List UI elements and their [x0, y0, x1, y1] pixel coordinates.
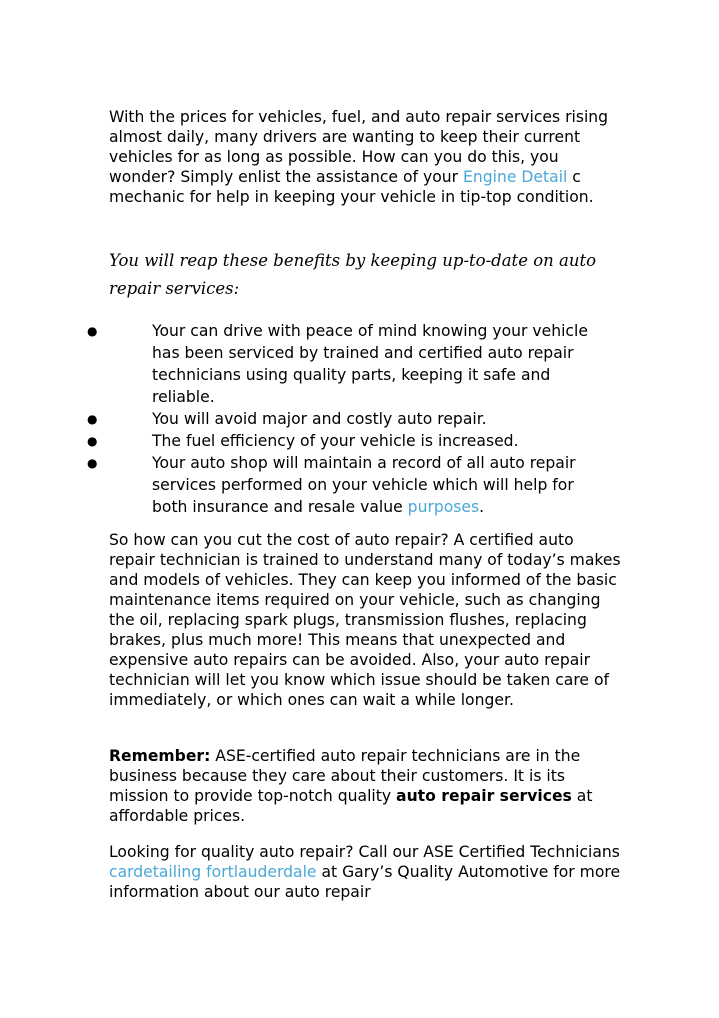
cost-paragraph: So how can you cut the cost of auto repair? A certified auto repair technician is trained to understand many of today’s makes and models of vehicles. They can keep you informed of the basic maintenance items required on your vehicle, such as changing the oil, replacing spark plugs, transmission flushes, replacing brakes, plus much more! This means that unexpected and expensive auto repairs can be avoided. Also, your auto repair technician will let you know which issue should be taken care of immediately, or which ones can wait a while longer. [109, 531, 621, 709]
list-item [0, 320, 589, 408]
remember-text: ASE-certified auto repair technicians are in the business because they care about their customers. It is its mission to provide top-notch quality [109, 747, 581, 805]
remember-bold-services: auto repair services [396, 787, 572, 805]
intro-paragraph [109, 107, 624, 207]
benefit-text-end: . [479, 498, 485, 516]
engine-detail-link[interactable]: Engine Detail [462, 168, 568, 186]
intro-text-before-link: With the prices for vehicles, fuel, and auto repair services rising almost daily, many drivers are wanting to keep their current vehicles for as long as possible. How can you do this, you wonder? Simply enlist the assistance of your [109, 108, 609, 186]
purposes-link[interactable]: purposes [407, 498, 480, 516]
bullet-icon: ● [87, 456, 98, 470]
cardetailing-link[interactable]: cardetailing fortlauderdale [109, 863, 317, 881]
bullet-icon: ● [87, 324, 98, 338]
benefit-text: The fuel efficiency of your vehicle is increased. [152, 432, 519, 450]
list-item [0, 452, 589, 518]
closing-paragraph [109, 842, 624, 902]
bullet-icon: ● [87, 434, 98, 448]
benefit-text-main: Your auto shop will maintain a record of all auto repair services performed on your vehicle which will help for both insurance and resale value [152, 454, 576, 516]
benefit-text: Your can drive with peace of mind knowing your vehicle has been serviced by trained and certified auto repair technicians using quality parts, keeping it safe and reliable. [152, 322, 588, 406]
remember-label: Remember: [109, 747, 211, 765]
closing-text-after-link: at Gary’s Quality Automotive for more information about our auto repair [109, 863, 621, 901]
benefits-heading: You will reap these benefits by keeping up-to-date on auto repair services: [109, 251, 597, 298]
benefits-list [0, 320, 719, 518]
intro-text-after-link: c mechanic for help in keeping your vehicle in tip-top condition. [109, 168, 594, 206]
remember-paragraph [109, 746, 624, 826]
remember-text-end: at affordable prices. [109, 787, 593, 825]
benefit-text [109, 452, 589, 518]
benefit-text: You will avoid major and costly auto repair. [152, 410, 487, 428]
bullet-icon: ● [87, 412, 98, 426]
list-item [0, 430, 589, 452]
list-item [0, 408, 589, 430]
closing-text-before-link: Looking for quality auto repair? Call our ASE Certified Technicians [109, 843, 620, 861]
